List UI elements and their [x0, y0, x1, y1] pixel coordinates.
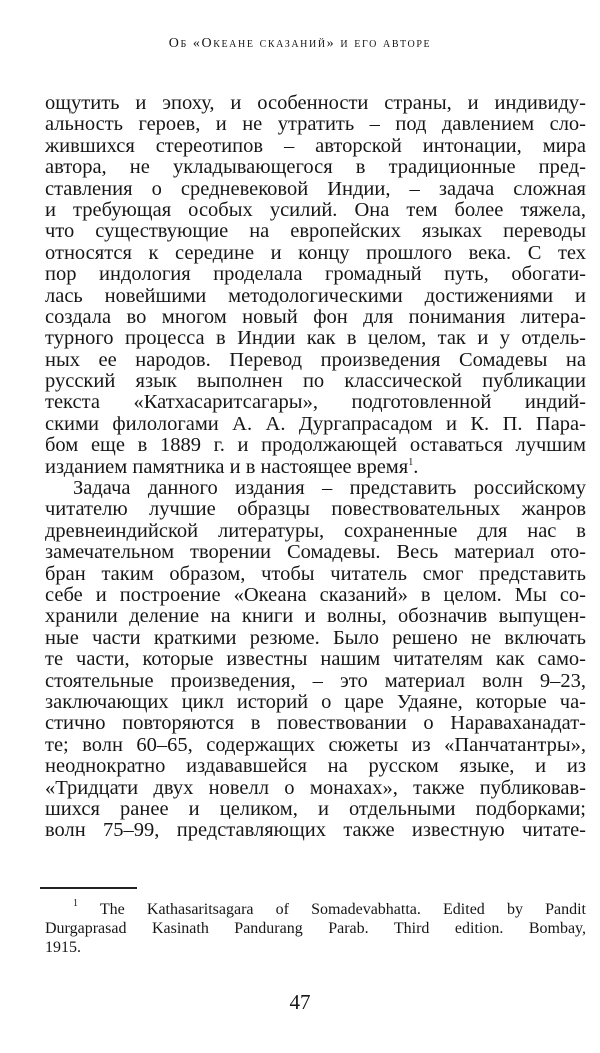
- text-line: турного процесса в Индии как в целом, так и у отдель-: [45, 327, 586, 350]
- text-line: лась новейшими методологическими достижениями и: [45, 284, 586, 307]
- text-line: неоднократно издававшейся на русском языке, и из: [45, 755, 586, 778]
- paragraph-2: [45, 478, 586, 842]
- text-line: шихся ранее и целиком, и отдельными подборками;: [45, 797, 586, 820]
- footnote-reference[interactable]: 1: [408, 456, 414, 468]
- text-line: древнеиндийской литературы, сохраненные для нас в: [45, 519, 586, 542]
- text-line: ощутить и эпоху, и особенности страны, и индивиду-: [45, 92, 586, 114]
- paragraph-1: [45, 93, 586, 478]
- text-line: что существующие на европейских языках переводы: [45, 220, 586, 243]
- text-line: пор индология проделала громадный путь, обогати-: [45, 263, 586, 286]
- text-line: и требующая особых усилий. Она тем более тяжела,: [45, 198, 586, 221]
- footnote-marker: 1: [73, 898, 78, 909]
- footnote-line: Durgaprasad Kasinath Pandurang Parab. Third edition. Bombay,: [45, 920, 586, 937]
- text-line: бран таким образом, чтобы читатель смог представить: [45, 562, 586, 585]
- text-line: относятся к середине и концу прошлого века. С тех: [45, 241, 586, 264]
- footnote-divider: [40, 887, 137, 889]
- text-line: русский язык выполнен по классической публикации: [45, 370, 586, 393]
- text-line: бом еще в 1889 г. и продолжающей оставаться лучшим: [45, 434, 586, 457]
- text-line: стично повторяются в повествовании о Нараваханадат-: [45, 712, 586, 735]
- footnote-line: 1915.: [45, 939, 81, 956]
- text-line: скими филологами А. А. Дургапрасадом и К. П. Пара-: [45, 412, 586, 435]
- footnote-line-content: The Kathasaritsagara of Somadevabhatta. Edited by Pandit: [99, 901, 586, 918]
- page-number: 47: [289, 990, 311, 1014]
- running-header: Об «Океане сказаний» и его авторе: [168, 36, 432, 51]
- text-line: стоятельные произведения, – это материал волн 9–23,: [45, 669, 586, 692]
- text-line: ных ее народов. Перевод произведения Сомадевы на: [45, 348, 586, 371]
- text-line: автора, не укладывающегося в традиционные пред-: [45, 156, 586, 179]
- footnote: [45, 900, 586, 957]
- text-line: себе и построение «Океана сказаний» в целом. Мы со-: [45, 583, 586, 606]
- text-line: «Тридцати двух новелл о монахах», также публиковав-: [45, 776, 586, 799]
- text-line: заключающих цикл историй о царе Удаяне, которые ча-: [45, 690, 586, 713]
- text-line: волн 75–99, представляющих также известную читате-: [45, 819, 586, 842]
- text-line: читателю лучшие образцы повествовательных жанров: [45, 498, 586, 521]
- text-line: создала во многом новый фон для понимания литера-: [45, 305, 586, 328]
- text-line: хранили деление на книги и волны, обозначив выпущен-: [45, 605, 586, 628]
- text-line: изданием памятника и в настоящее время$^1$.: [45, 455, 419, 478]
- text-line: те части, которые известны нашим читателям как само-: [45, 648, 586, 671]
- text-line: ные части краткими резюме. Было решено не включать: [45, 626, 586, 649]
- footnote-line: [45, 900, 586, 919]
- text-line: те; волн 60–65, содержащих сюжеты из «Панчатантры»,: [45, 733, 586, 756]
- main-text: [45, 93, 586, 842]
- text-line: текста «Катхасаритсагары», подготовленной индий-: [45, 391, 586, 414]
- text-line: альность героев, и не утратить – под давлением сло-: [45, 113, 586, 136]
- text-line: Задача данного издания – представить российскому: [73, 477, 586, 500]
- text-line: ставления о средневековой Индии, – задача сложная: [45, 177, 586, 200]
- text-line-content: изданием памятника и в настоящее время: [45, 455, 409, 478]
- text-line: жившихся стереотипов – авторской интонации, мира: [45, 134, 586, 157]
- text-line: замечательном творении Сомадевы. Весь материал ото-: [45, 541, 586, 564]
